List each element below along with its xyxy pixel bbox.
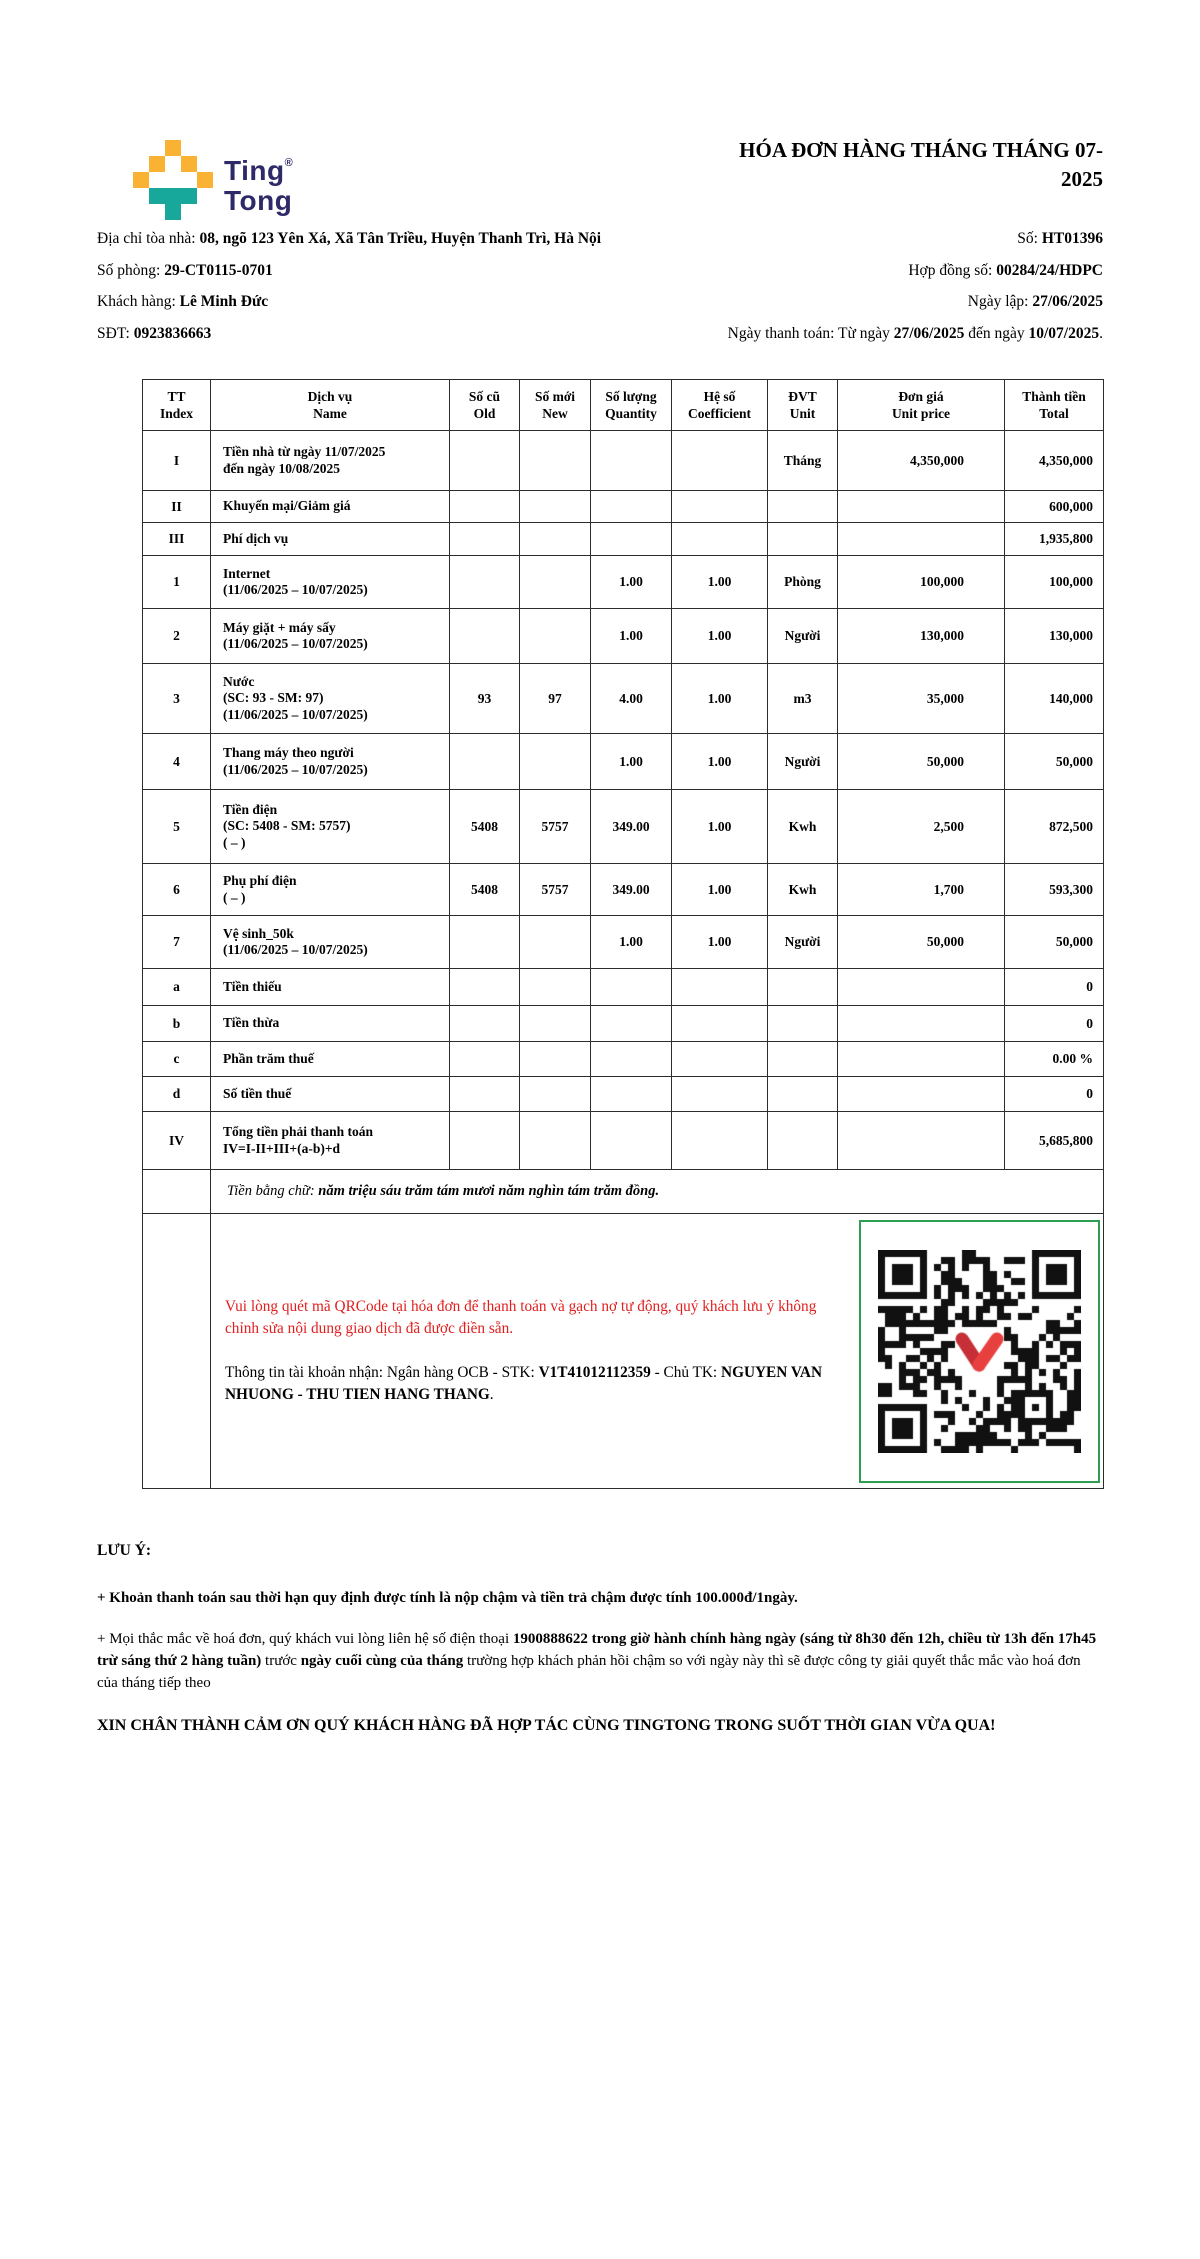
qr-row <box>143 1214 1104 1489</box>
qr-cell <box>211 1214 1104 1489</box>
table-cell <box>143 1214 211 1489</box>
table-cell: 5 <box>143 790 211 864</box>
table-cell <box>591 1042 672 1077</box>
table-cell: 1.00 <box>591 916 672 969</box>
table-row <box>143 556 1104 609</box>
table-cell: Người <box>768 734 838 790</box>
table-cell <box>838 523 1005 556</box>
table-cell <box>591 969 672 1006</box>
table-cell <box>768 1077 838 1112</box>
table-cell: 0 <box>1005 1077 1104 1112</box>
table-row <box>143 491 1104 523</box>
table-cell <box>838 1077 1005 1112</box>
table-cell <box>520 1006 591 1042</box>
invoice-meta-block <box>563 223 1103 349</box>
table-cell: b <box>143 1006 211 1042</box>
table-cell: 3 <box>143 664 211 734</box>
invoice-title-line2: 2025 <box>1061 167 1103 191</box>
table-cell <box>672 1042 768 1077</box>
table-cell: Tổng tiền phải thanh toán IV=I-II+III+(a-b)+d <box>211 1112 450 1170</box>
table-cell: IV <box>143 1112 211 1170</box>
table-cell: Kwh <box>768 790 838 864</box>
qr-code-canvas <box>878 1250 1081 1453</box>
table-cell: 1,935,800 <box>1005 523 1104 556</box>
table-cell: Máy giặt + máy sấy (11/06/2025 – 10/07/2025) <box>211 609 450 664</box>
table-cell: 4.00 <box>591 664 672 734</box>
table-cell: Người <box>768 609 838 664</box>
table-cell: 1.00 <box>672 734 768 790</box>
column-header: Số lượng Quantity <box>591 380 672 431</box>
table-row <box>143 916 1104 969</box>
table-cell: 5408 <box>450 790 520 864</box>
logo-word-tong: Tong <box>224 185 293 216</box>
table-cell <box>520 734 591 790</box>
table-cell: 100,000 <box>838 556 1005 609</box>
payment-qr-code <box>859 1220 1100 1483</box>
payment-period: Ngày thanh toán: Từ ngày 27/06/2025 đến ngày 10/07/2025. <box>727 324 1103 342</box>
table-cell <box>672 1077 768 1112</box>
table-row <box>143 523 1104 556</box>
column-header: Dịch vụ Name <box>211 380 450 431</box>
table-cell: Tiền thiếu <box>211 969 450 1006</box>
table-cell: Kwh <box>768 864 838 916</box>
table-cell: 50,000 <box>1005 916 1104 969</box>
table-cell <box>768 523 838 556</box>
table-cell: 5408 <box>450 864 520 916</box>
table-cell: 50,000 <box>1005 734 1104 790</box>
table-cell: Người <box>768 916 838 969</box>
table-cell <box>450 1006 520 1042</box>
table-cell <box>450 734 520 790</box>
logo-word-ting: Ting <box>224 155 285 186</box>
issue-date: Ngày lập: 27/06/2025 <box>967 293 1103 310</box>
table-row <box>143 609 1104 664</box>
invoice-number: Số: HT01396 <box>1017 230 1103 247</box>
table-row <box>143 1042 1104 1077</box>
table-row <box>143 431 1104 491</box>
table-cell: 5757 <box>520 790 591 864</box>
table-cell: II <box>143 491 211 523</box>
column-header: Số mới New <box>520 380 591 431</box>
table-cell: Phần trăm thuế <box>211 1042 450 1077</box>
table-cell <box>520 969 591 1006</box>
column-header: Số cũ Old <box>450 380 520 431</box>
table-cell <box>768 1006 838 1042</box>
table-cell: 4,350,000 <box>1005 431 1104 491</box>
table-cell <box>591 1112 672 1170</box>
invoice-title-line1: HÓA ĐƠN HÀNG THÁNG THÁNG 07- <box>739 138 1103 162</box>
table-cell: 1.00 <box>672 664 768 734</box>
table-cell: 1.00 <box>672 790 768 864</box>
table-cell <box>591 431 672 491</box>
table-cell <box>672 431 768 491</box>
table-cell <box>672 1112 768 1170</box>
column-header: ĐVT Unit <box>768 380 838 431</box>
table-cell <box>591 1077 672 1112</box>
table-cell: 2 <box>143 609 211 664</box>
invoice-table <box>142 379 1104 1489</box>
table-cell <box>520 431 591 491</box>
table-cell: 0 <box>1005 1006 1104 1042</box>
table-cell: 130,000 <box>1005 609 1104 664</box>
table-cell <box>143 1170 211 1214</box>
contract-number: Hợp đồng số: 00284/24/HDPC <box>908 261 1103 279</box>
table-cell <box>768 969 838 1006</box>
table-cell <box>450 491 520 523</box>
column-header: TT Index <box>143 380 211 431</box>
table-cell: 1.00 <box>672 916 768 969</box>
table-cell: 349.00 <box>591 864 672 916</box>
table-row <box>143 664 1104 734</box>
building-address: Địa chỉ tòa nhà: 08, ngõ 123 Yên Xá, Xã Tân Triều, Huyện Thanh Trì, Hà Nội <box>97 230 602 247</box>
table-cell: 100,000 <box>1005 556 1104 609</box>
customer-name: Khách hàng: Lê Minh Đức <box>97 293 269 310</box>
table-cell <box>520 1077 591 1112</box>
table-cell: Thang máy theo người (11/06/2025 – 10/07/2025) <box>211 734 450 790</box>
table-row <box>143 864 1104 916</box>
table-cell: 50,000 <box>838 734 1005 790</box>
table-cell: 93 <box>450 664 520 734</box>
tingtong-logo-icon <box>133 140 213 220</box>
table-cell: 130,000 <box>838 609 1005 664</box>
notes-heading: LƯU Ý: <box>97 1542 152 1559</box>
table-cell <box>520 556 591 609</box>
table-cell: Phụ phí điện ( – ) <box>211 864 450 916</box>
table-cell: 1.00 <box>591 734 672 790</box>
table-cell <box>450 1042 520 1077</box>
table-cell: 35,000 <box>838 664 1005 734</box>
table-cell: d <box>143 1077 211 1112</box>
table-cell <box>838 1006 1005 1042</box>
tingtong-logo-wordmark <box>224 148 293 216</box>
table-cell <box>450 1112 520 1170</box>
table-cell: 4,350,000 <box>838 431 1005 491</box>
table-cell <box>768 1112 838 1170</box>
table-cell <box>520 609 591 664</box>
table-cell: 1.00 <box>672 609 768 664</box>
payment-instructions <box>225 1296 829 1406</box>
table-cell <box>838 969 1005 1006</box>
table-cell: 872,500 <box>1005 790 1104 864</box>
table-cell: Phí dịch vụ <box>211 523 450 556</box>
amount-in-words: Tiền bằng chữ: năm triệu sáu trăm tám mươi năm nghìn tám trăm đồng. <box>211 1170 1104 1214</box>
table-cell: 0 <box>1005 969 1104 1006</box>
table-cell: Internet (11/06/2025 – 10/07/2025) <box>211 556 450 609</box>
table-cell: 1.00 <box>591 609 672 664</box>
table-row <box>143 734 1104 790</box>
table-cell: 2,500 <box>838 790 1005 864</box>
invoice-title <box>563 136 1103 194</box>
table-row <box>143 1077 1104 1112</box>
table-cell: 349.00 <box>591 790 672 864</box>
table-row <box>143 790 1104 864</box>
table-cell: 1,700 <box>838 864 1005 916</box>
table-cell <box>450 916 520 969</box>
table-header-row <box>143 380 1104 431</box>
table-cell: 140,000 <box>1005 664 1104 734</box>
amount-in-words-row <box>143 1170 1104 1214</box>
column-header: Hệ số Coefficient <box>672 380 768 431</box>
table-cell: Khuyến mại/Giảm giá <box>211 491 450 523</box>
table-cell: 50,000 <box>838 916 1005 969</box>
table-cell: 5757 <box>520 864 591 916</box>
qr-payment-note: Vui lòng quét mã QRCode tại hóa đơn để thanh toán và gạch nợ tự động, quý khách lưu ý không chỉnh sửa nội dung giao dịch đã được điền sẵn. <box>225 1298 817 1337</box>
table-cell: 7 <box>143 916 211 969</box>
table-cell: 0.00 % <box>1005 1042 1104 1077</box>
table-cell: Tiền nhà từ ngày 11/07/2025 đến ngày 10/08/2025 <box>211 431 450 491</box>
table-cell <box>591 1006 672 1042</box>
table-cell: 1 <box>143 556 211 609</box>
table-cell <box>768 1042 838 1077</box>
table-cell: Phòng <box>768 556 838 609</box>
thank-you-message: XIN CHÂN THÀNH CẢM ƠN QUÝ KHÁCH HÀNG ĐÃ HỢP TÁC CÙNG TINGTONG TRONG SUỐT THỜI GIAN VỪA QUA! <box>97 1717 996 1734</box>
table-cell <box>450 523 520 556</box>
table-cell <box>591 523 672 556</box>
table-cell <box>591 491 672 523</box>
table-cell <box>520 1112 591 1170</box>
table-cell <box>520 1042 591 1077</box>
table-cell: Vệ sinh_50k (11/06/2025 – 10/07/2025) <box>211 916 450 969</box>
table-cell: 600,000 <box>1005 491 1104 523</box>
table-cell: Nước (SC: 93 - SM: 97) (11/06/2025 – 10/07/2025) <box>211 664 450 734</box>
table-row <box>143 1112 1104 1170</box>
table-cell: Tháng <box>768 431 838 491</box>
table-cell <box>672 1006 768 1042</box>
room-number: Số phòng: 29-CT0115-0701 <box>97 261 273 279</box>
table-cell <box>450 969 520 1006</box>
table-cell: m3 <box>768 664 838 734</box>
table-cell <box>520 523 591 556</box>
bank-account-info: Thông tin tài khoản nhận: Ngân hàng OCB - STK: V1T41012112359 - Chủ TK: NGUYEN VAN NHUONG - THU TIEN HANG THANG. <box>225 1364 823 1403</box>
table-cell: 1.00 <box>672 864 768 916</box>
table-cell <box>768 491 838 523</box>
table-cell: 4 <box>143 734 211 790</box>
table-cell <box>672 523 768 556</box>
table-cell <box>838 1042 1005 1077</box>
table-cell: a <box>143 969 211 1006</box>
table-cell <box>520 491 591 523</box>
column-header: Đơn giá Unit price <box>838 380 1005 431</box>
hotline-note: + Mọi thắc mắc về hoá đơn, quý khách vui lòng liên hệ số điện thoại 1900888622 trong giờ hành chính hàng ngày (sáng từ 8h30 đến 12h, chiều từ 13h đến 17h45 trừ sáng thứ 2 hàng tuần) trước ngày cuối cùng của tháng trường hợp khách phản hồi chậm so với ngày này thì sẽ được công ty giải quyết thắc mắc vào hoá đơn của tháng tiếp theo <box>97 1631 1097 1691</box>
table-cell: 1.00 <box>591 556 672 609</box>
table-cell: I <box>143 431 211 491</box>
table-cell <box>838 491 1005 523</box>
table-cell: III <box>143 523 211 556</box>
table-cell <box>450 556 520 609</box>
table-row <box>143 969 1104 1006</box>
table-cell <box>450 431 520 491</box>
table-cell: 97 <box>520 664 591 734</box>
customer-phone: SĐT: 0923836663 <box>97 324 212 342</box>
late-payment-note: + Khoản thanh toán sau thời hạn quy định được tính là nộp chậm và tiền trả chậm được tính 100.000đ/1ngày. <box>97 1590 798 1606</box>
table-cell <box>672 491 768 523</box>
registered-mark: ® <box>284 157 294 169</box>
table-cell <box>520 916 591 969</box>
column-header: Thành tiền Total <box>1005 380 1104 431</box>
table-cell <box>450 609 520 664</box>
table-cell <box>838 1112 1005 1170</box>
table-cell: 5,685,800 <box>1005 1112 1104 1170</box>
table-cell: Tiền thừa <box>211 1006 450 1042</box>
table-row <box>143 1006 1104 1042</box>
table-cell: Số tiền thuế <box>211 1077 450 1112</box>
table-cell: 593,300 <box>1005 864 1104 916</box>
table-cell: c <box>143 1042 211 1077</box>
table-cell <box>672 969 768 1006</box>
table-cell <box>450 1077 520 1112</box>
table-cell: 6 <box>143 864 211 916</box>
footer-notes <box>97 1540 1105 1739</box>
table-cell: 1.00 <box>672 556 768 609</box>
table-cell: Tiền điện (SC: 5408 - SM: 5757) ( – ) <box>211 790 450 864</box>
